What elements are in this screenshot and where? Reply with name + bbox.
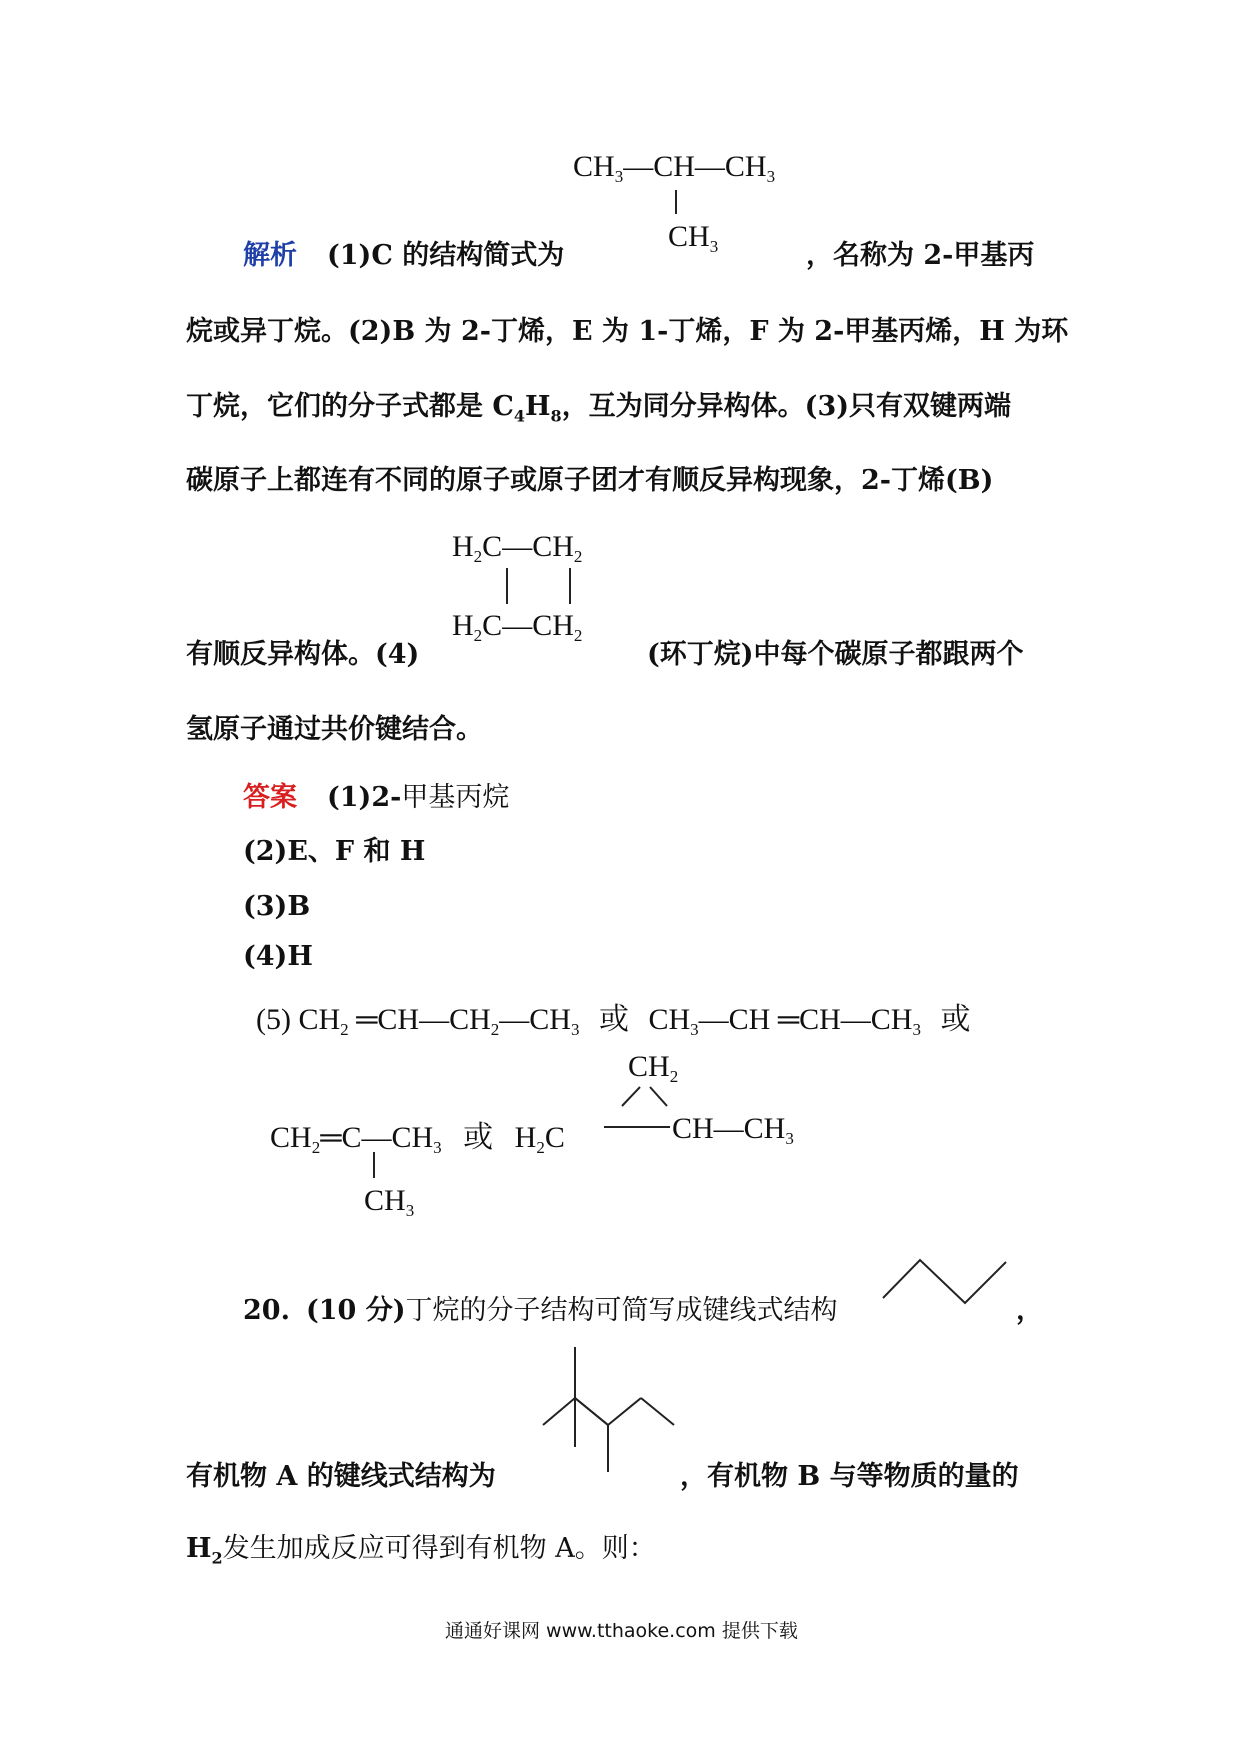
answer-2: (2)E、F 和 H: [243, 836, 426, 867]
footer-text: 通通好课网 www.tthaoke.com 提供下载: [445, 1620, 798, 1642]
formula-c-top: $CH_3—CH—CH_3$: [573, 150, 776, 186]
answer-label: 答案: [243, 782, 297, 813]
answer-5-line-1: (5) $CH_2$ $═CH—CH_2—CH_3$ 或 $CH_3—CH$ $═CH—CH_3$ 或: [256, 1003, 971, 1039]
analysis-line-1-tail: ，名称为 2-甲基丙: [806, 240, 1035, 271]
cyclobutane-top: $H_2C—CH_2$: [452, 530, 583, 566]
question-20-comma: ，: [1016, 1295, 1043, 1326]
analysis-label: 解析: [243, 240, 297, 271]
answer-3: (3)B: [243, 891, 311, 922]
analysis-line-4: 碳原子上都连有不同的原子或原子团才有顺反异构现象，2-丁烯(B): [186, 465, 994, 496]
answer-line-1: 答案 (1)2-甲基丙烷: [243, 782, 510, 813]
question-20-line-2-a: 有机物 A 的键线式结构为: [186, 1461, 496, 1492]
analysis-line-5-b: (环丁烷)中每个碳原子都跟两个: [647, 639, 1024, 670]
answer-5-line-2: $CH_2═C—CH_3$ 或 $H_2C$: [270, 1121, 565, 1157]
question-20-line-2-b: ，有机物 B 与等物质的量的: [680, 1461, 1019, 1492]
analysis-line-2: 烷或异丁烷。(2)B 为 2-丁烯，E 为 1-丁烯，F 为 2-甲基丙烯，H 为环: [186, 316, 1069, 347]
answer-4: (4)H: [243, 941, 313, 972]
answer-5-cyclo-top: $CH_2$: [628, 1050, 679, 1086]
cyclobutane-bottom: $H_2C—CH_2$: [452, 609, 583, 645]
formula-c-bottom: $CH_3$: [668, 220, 719, 256]
question-20-line-1: 20. (10 分)丁烷的分子结构可简写成键线式结构: [243, 1295, 838, 1326]
analysis-line-1: 解析 (1)C 的结构简式为: [243, 240, 565, 271]
answer-5-branch: $CH_3$: [364, 1184, 415, 1220]
question-20-line-3: $H_2$发生加成反应可得到有机物 A。则：: [186, 1533, 656, 1568]
analysis-line-6: 氢原子通过共价键结合。: [186, 714, 483, 745]
analysis-line-3: 丁烷，它们的分子式都是 $C_4H_8$，互为同分异构体。(3)只有双键两端: [186, 391, 1012, 426]
answer-5-cyclo-right: $CH—CH_3$: [672, 1112, 794, 1148]
analysis-line-5-a: 有顺反异构体。(4): [186, 639, 420, 670]
